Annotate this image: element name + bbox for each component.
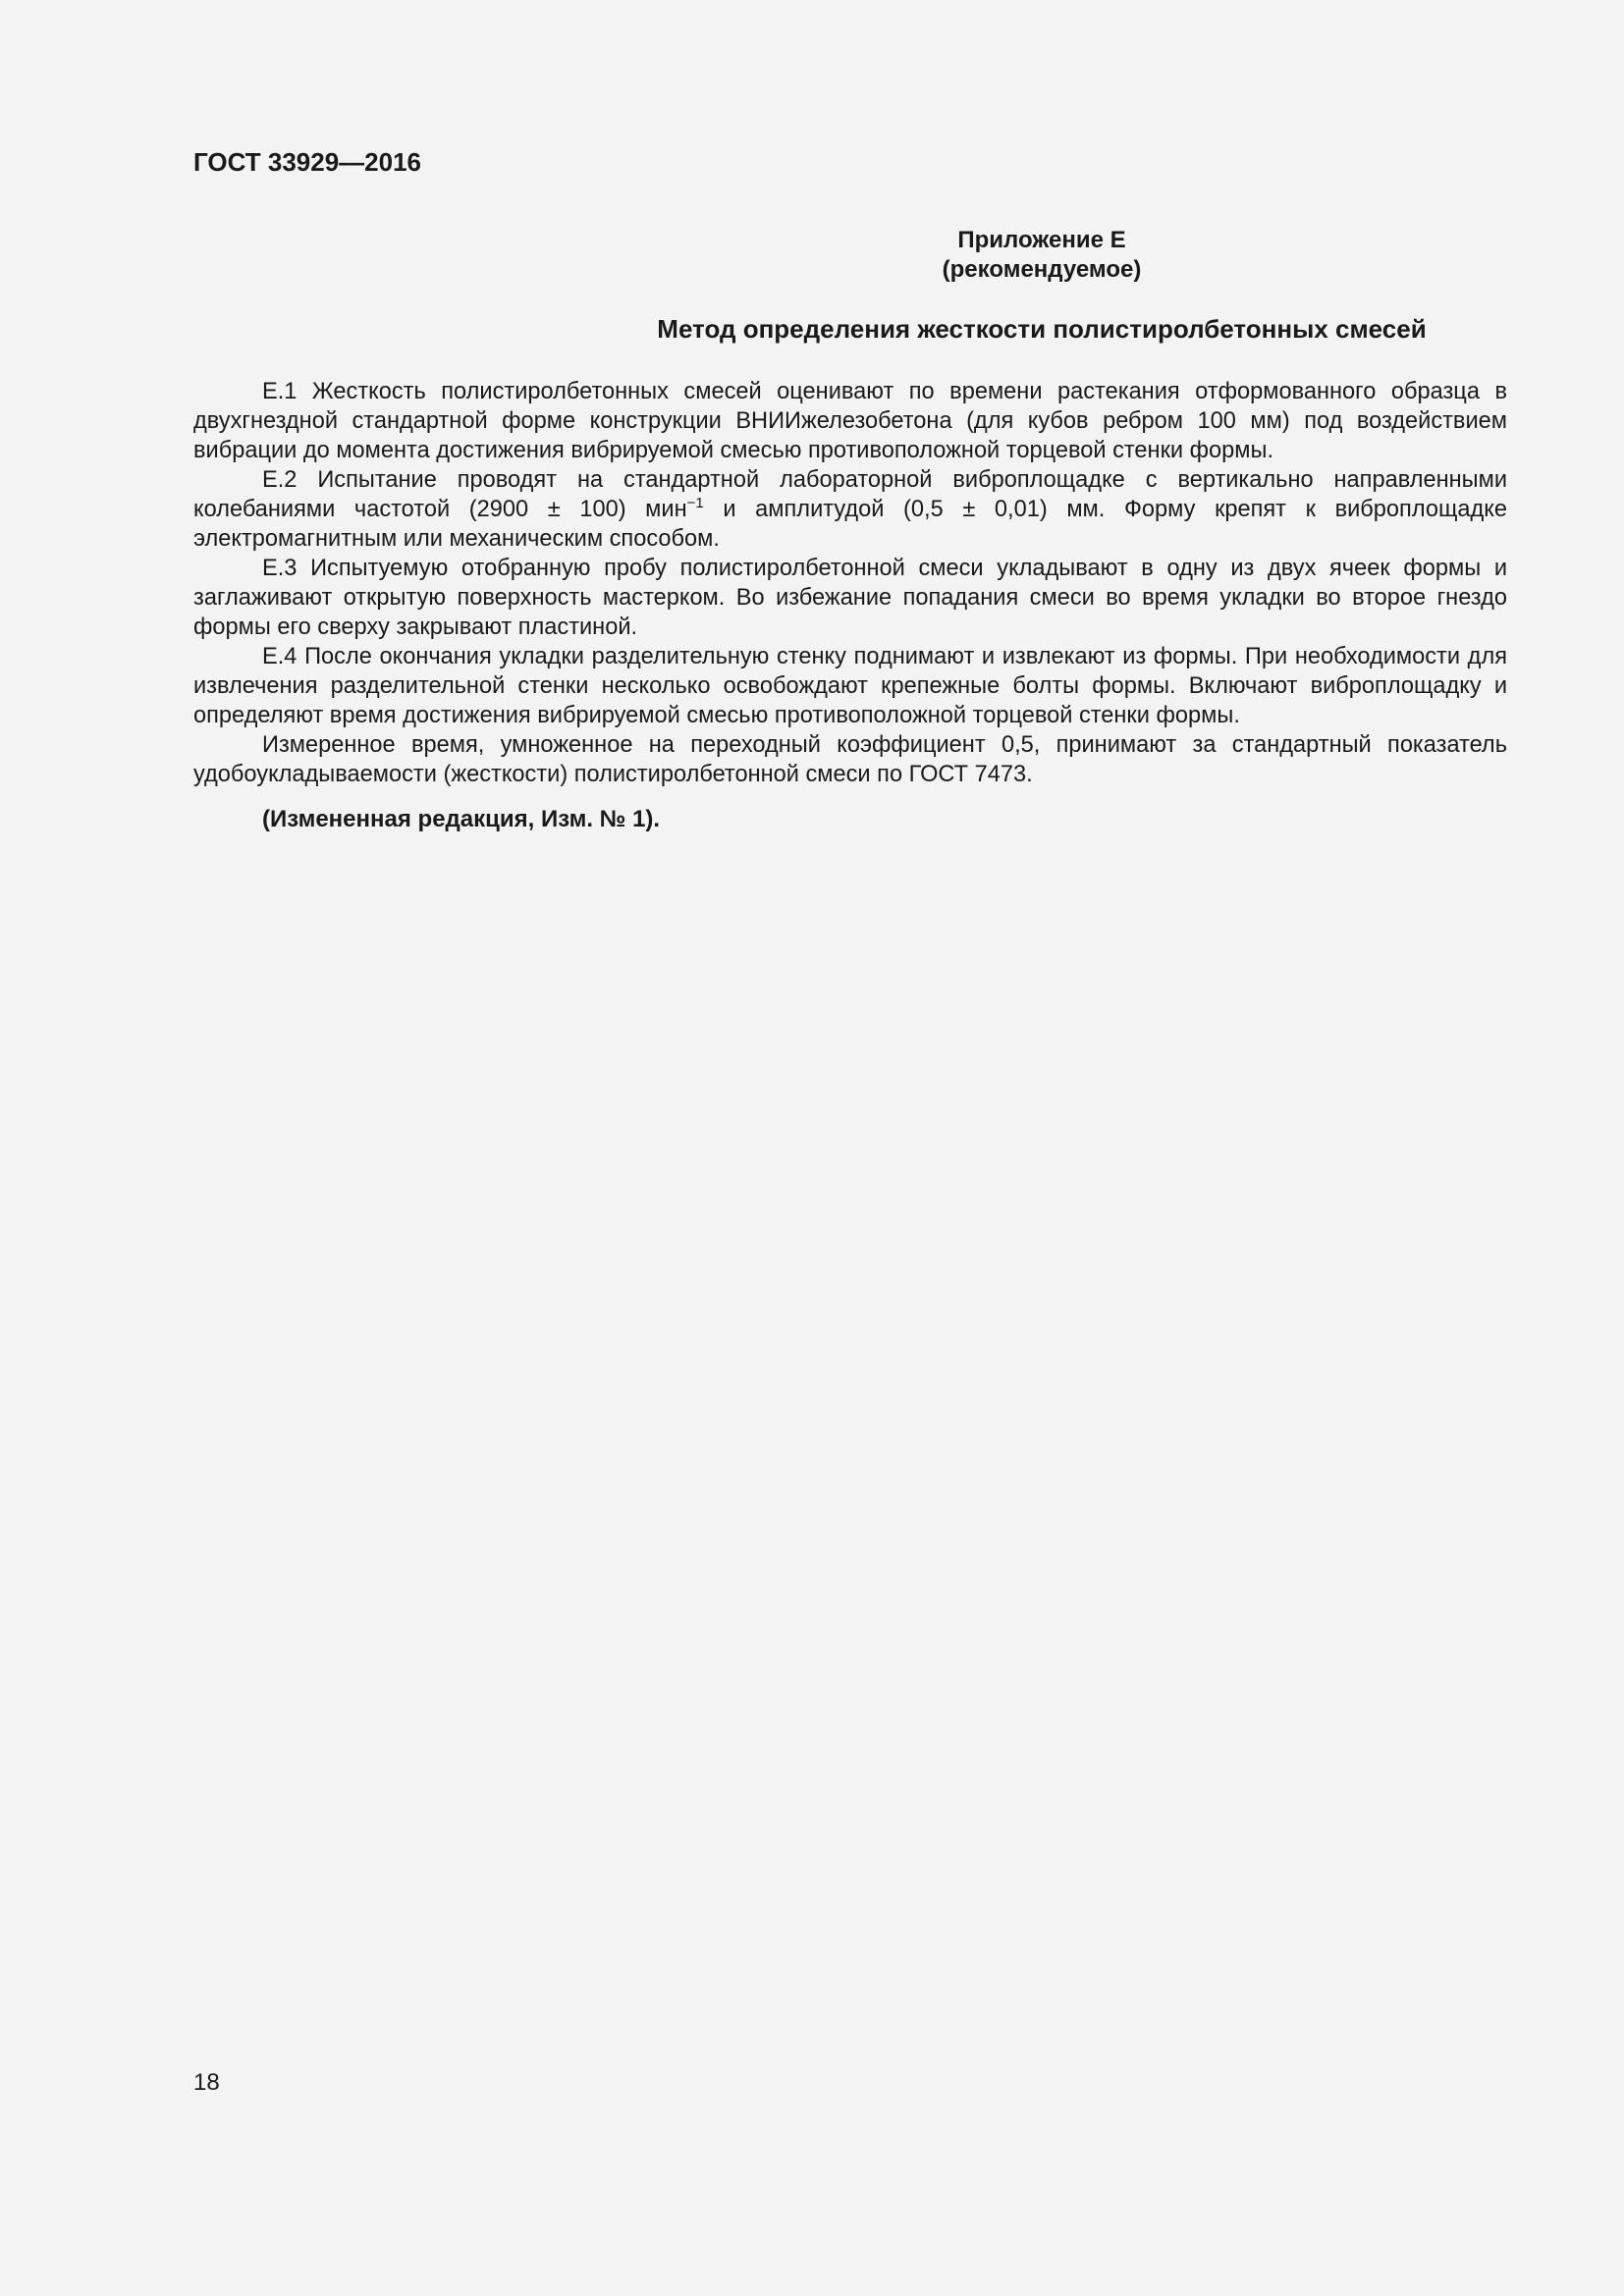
paragraph-e4: Е.4 После окончания укладки разделительную стенку поднимают и извлекают из формы. При необходимости для извлечения разделительной стенки несколько освобождают крепежные болты формы. Включают виброплощадку и определяют время достижения вибрируемой смесью противоположной торцевой стенки формы. [193,644,1507,728]
page-number: 18 [193,2069,220,2096]
appendix-title: Приложение Е [957,227,1126,253]
paragraph-e2-superscript: −1 [686,495,704,512]
document-header: ГОСТ 33929—2016 [193,147,421,177]
section-title: Метод определения жесткости полистиролбетонных смесей [657,314,1427,344]
paragraph-e3: Е.3 Испытуемую отобранную пробу полистиролбетонной смеси укладывают в одну из двух ячеек формы и заглаживают открытую поверхность мастерком. Во избежание попадания смеси во время укладки во второе гнездо формы его сверху закрывают пластиной. [193,556,1507,640]
amendment-note: (Измененная редакция, Изм. № 1). [262,806,661,832]
appendix-heading [193,226,1507,285]
paragraph-e4-result: Измеренное время, умноженное на переходный коэффициент 0,5, принимают за стандартный показатель удобоукладываемости (жесткости) полистиролбетонной смеси по ГОСТ 7473. [193,732,1507,787]
paragraph-e1: Е.1 Жесткость полистиролбетонных смесей оценивают по времени растекания отформованного образца в двухгнездной стандартной форме конструкции ВНИИжелезобетона (для кубов ребром 100 мм) под воздействием вибрации до момента достижения вибрируемой смесью противоположной торцевой стенки формы. [193,379,1507,463]
paragraph-e2-text-start: Е.2 Испытание проводят на стандартной лабораторной виброплощадке с вертикально направленными колебаниями частотой (2900 ± 100) мин [193,467,1507,522]
paragraph-e2-text-end: и амплитудой (0,5 ± 0,01) мм. Форму крепят к виброплощадке электромагнитным или механическим способом. [193,497,1507,552]
appendix-status: (рекомендуемое) [942,256,1142,283]
document-body [193,377,1507,834]
paragraph-e2 [193,465,1507,554]
